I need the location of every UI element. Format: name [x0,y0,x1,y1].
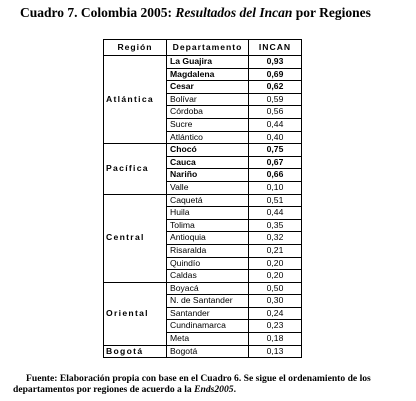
title-italic: Resultados del Incan [175,5,293,20]
incan-table [103,39,302,358]
incan-value-cell: 0,20 [249,257,302,270]
region-cell: Bogotá [104,345,167,358]
incan-value-cell: 0,35 [249,219,302,232]
department-cell: Quindío [167,257,249,270]
table-title [20,5,410,21]
title-prefix: Cuadro 7. Colombia 2005: [20,5,176,20]
table-row [104,194,302,207]
incan-value-cell: 0,93 [249,56,302,69]
incan-value-cell: 0,23 [249,320,302,333]
footnote-line2-prefix: departamentos por regiones de acuerdo a la [13,384,195,395]
incan-value-cell: 0,21 [249,244,302,257]
footnote [13,373,413,395]
footnote-source-name: Ends2005 [194,384,234,395]
department-cell: Tolima [167,219,249,232]
header-department: Departamento [167,40,249,56]
table-row [104,345,302,358]
title-suffix: por Regiones [292,5,371,20]
incan-value-cell: 0,62 [249,81,302,94]
department-cell: N. de Santander [167,295,249,308]
incan-value-cell: 0,44 [249,207,302,220]
region-cell: Atlántica [104,56,167,144]
table-body [104,56,302,358]
incan-value-cell: 0,59 [249,93,302,106]
department-cell: Santander [167,307,249,320]
footnote-line1: Fuente: Elaboración propia con base en el Cuadro 6. Se sigue el ordenamiento de los [26,373,371,384]
incan-value-cell: 0,67 [249,156,302,169]
region-cell: Oriental [104,282,167,345]
department-cell: Caquetá [167,194,249,207]
department-cell: Cauca [167,156,249,169]
region-cell: Central [104,194,167,282]
incan-value-cell: 0,24 [249,307,302,320]
department-cell: La Guajira [167,56,249,69]
incan-value-cell: 0,69 [249,68,302,81]
header-row [104,40,302,56]
incan-value-cell: 0,75 [249,144,302,157]
incan-value-cell: 0,13 [249,345,302,358]
incan-value-cell: 0,32 [249,232,302,245]
department-cell: Boyacá [167,282,249,295]
region-cell: Pacífica [104,144,167,194]
department-cell: Valle [167,181,249,194]
department-cell: Huila [167,207,249,220]
department-cell: Bogotá [167,345,249,358]
footnote-line2-suffix: . [233,384,236,395]
department-cell: Sucre [167,118,249,131]
incan-value-cell: 0,51 [249,194,302,207]
header-incan: INCAN [249,40,302,56]
department-cell: Antioquia [167,232,249,245]
incan-value-cell: 0,18 [249,333,302,346]
incan-value-cell: 0,20 [249,270,302,283]
header-region: Región [104,40,167,56]
department-cell: Risaralda [167,244,249,257]
incan-value-cell: 0,40 [249,131,302,144]
department-cell: Cesar [167,81,249,94]
incan-value-cell: 0,66 [249,169,302,182]
table-row [104,282,302,295]
department-cell: Bolívar [167,93,249,106]
department-cell: Nariño [167,169,249,182]
table-row [104,56,302,69]
footnote-line2 [13,384,413,395]
department-cell: Caldas [167,270,249,283]
department-cell: Córdoba [167,106,249,119]
department-cell: Atlántico [167,131,249,144]
department-cell: Cundinamarca [167,320,249,333]
department-cell: Chocó [167,144,249,157]
incan-value-cell: 0,50 [249,282,302,295]
incan-value-cell: 0,30 [249,295,302,308]
incan-value-cell: 0,10 [249,181,302,194]
department-cell: Meta [167,333,249,346]
table-row [104,144,302,157]
department-cell: Magdalena [167,68,249,81]
incan-value-cell: 0,44 [249,118,302,131]
incan-value-cell: 0,56 [249,106,302,119]
